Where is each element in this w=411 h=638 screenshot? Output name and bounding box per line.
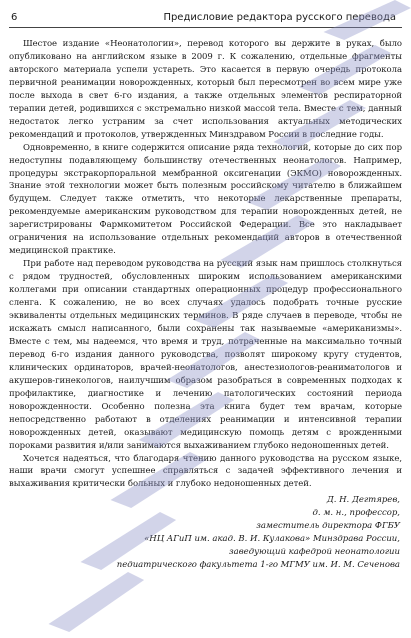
running-title: Предисловие редактора русского перевода xyxy=(163,12,396,23)
page-number: 6 xyxy=(11,12,18,23)
paragraph-1: Шестое издание «Неонатологии», перевод которого вы держите в руках, было опубликовано на английском языке в 2009 г. К сожалению, отдельные фрагменты авторского материала успели устареть. Это касается в первую очередь протокола первичной реанимации новорожденных, который был пересмотрен во всем мире уже после выхода в свет 6-го издания, а также отдельных элементов респираторной терапии детей, родившихся с экстремально низкой массой тела. Вместе с тем, данный недостаток легко устраним за счет использования актуальных методических рекомендаций и протоколов, утвержденных Минздравом России в последние годы. xyxy=(9,39,402,140)
body-text xyxy=(9,38,402,572)
page-header xyxy=(9,12,402,28)
paragraph-2: Одновременно, в книге содержится описание ряда технологий, которые до сих пор недоступны подавляющему большинству отечественных неонатологов. Например, процедуры экстракорпоральной мембранной оксигенации (ЭКМО) новорожденных. Знание этой технологии может быть полезным российскому читателю в ближайшем будущем. Следует также отметить, что некоторые лекарственные препараты, рекомендуемые американским руководством для терапии новорожденных детей, не зарегистрированы Фармкомитетом Российской Федерации. Все это накладывает ограничения на использование отдельных рекомендаций авторов в отечественной медицинской практике. xyxy=(9,142,402,257)
watermark-segment xyxy=(49,572,145,632)
signature-position: заместитель директора ФГБУ xyxy=(256,521,400,532)
signature-institution: «НЦ АГиП им. акад. В. И. Кулакова» Минздрава России, xyxy=(144,534,400,545)
paragraph-3: При работе над переводом руководства на русский язык нам пришлось столкнуться с рядом трудностей, обусловленных широким использованием американскими коллегами при описании стандартных операционных процедур профессионального сленга. К сожалению, не во всех случаях удалось подобрать точные русские эквиваленты отдельных медицинских терминов. В ряде случаев в переводе, чтобы не искажать смысл написанного, были сохранены так называемые «американизмы». Вместе с тем, мы надеемся, что время и труд, потраченные на максимально точный перевод 6-го издания данного руководства, позволят широкому кругу студентов, клинических ординаторов, врачей-неонатологов, анестезиологов-реаниматологов и акушеров-гинекологов, наилучшим образом разобраться в современных подходах к профилактике, диагностике и лечению патологических состояний периода новорожденности. Особенно полезна эта книга будет тем врачам, которые непосредственно работают в отделениях реанимации и интенсивной терапии новорожденных детей, оказывают медицинскую помощь детям с врожденными пороками развития и/или занимаются выхаживанием глубоко недоношенных детей. xyxy=(9,259,402,451)
signature-department: заведующий кафедрой неонатологии xyxy=(229,546,400,557)
signature-degree: д. м. н., профессор, xyxy=(312,508,400,519)
signature-name: Д. Н. Дегтярев, xyxy=(326,495,400,506)
signature-block xyxy=(9,494,402,571)
paragraph-4: Хочется надеяться, что благодаря чтению данного руководства на русском языке, наши врачи смогут успешнее справляться с задачей эффективного лечения и выхаживания критически больных и глубоко недоношенных детей. xyxy=(9,453,402,490)
signature-faculty: педиатрического факультета 1-го МГМУ им. И. М. Сеченова xyxy=(116,559,400,570)
